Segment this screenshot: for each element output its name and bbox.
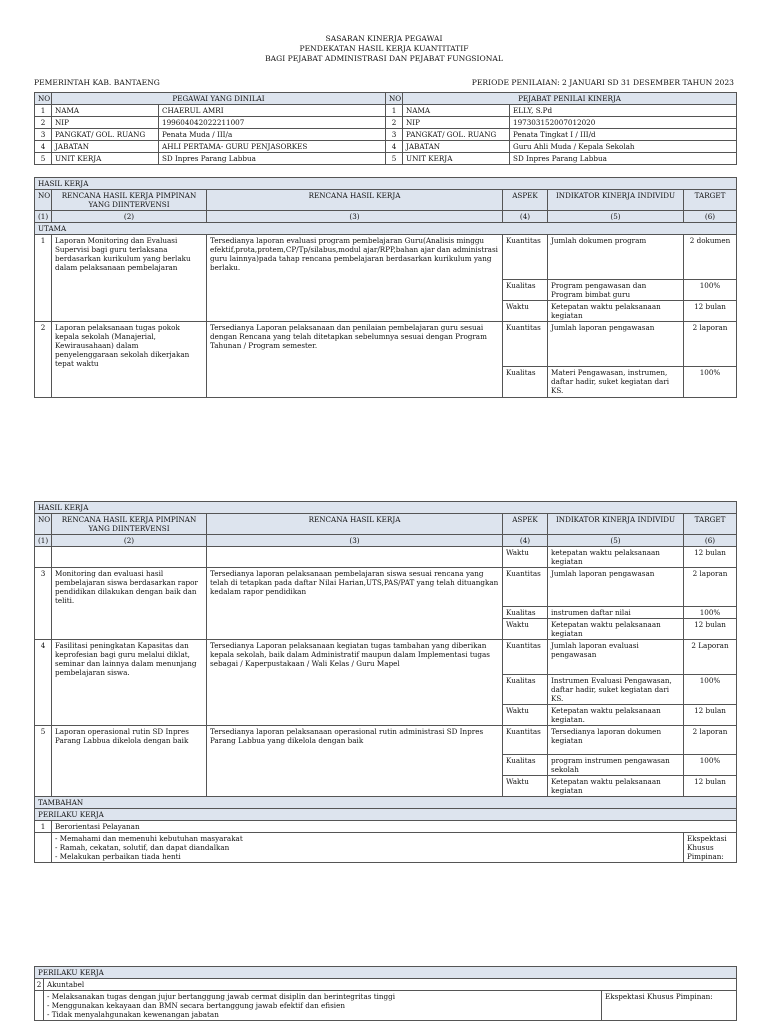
target: 12 bulan [684,301,737,322]
identity-row [35,105,737,117]
institution-label: PEMERINTAH KAB. BANTAENG [34,78,160,87]
doc-title-line-2: PENDEKATAN HASIL KERJA KUANTITATIF [299,44,469,53]
behavior-number: 2 [35,979,44,991]
aspect: Waktu [503,547,548,568]
section-title: HASIL KERJA [35,502,737,514]
behavior-header-row [35,809,737,821]
evaluated-employee-header: PEGAWAI YANG DINILAI [52,93,386,105]
field-label: PANGKAT/ GOL. RUANG [52,129,159,141]
row-number: 2 [386,117,403,129]
aspect: Waktu [503,776,548,797]
indicator: Materi Pengawasan, instrumen, daftar hadir, suket kegiatan dari KS. [548,367,684,398]
target: 2 Laporan [684,640,737,675]
row-number: 5 [386,153,403,165]
work-plan: Tersedianya Laporan pelaksanaan dan penilaian pembelajaran guru sesuai dengan Rencana yang telah ditetapkan sebelumnya sesuai dengan Program Tahunan / Program semester. [207,322,503,398]
column-number: (5) [548,535,684,547]
work-plan: Tersedianya laporan evaluasi program pembelajaran Guru(Analisis minggu efektif,prota,protem,CP/Tp/silabus,modul ajar/RPP,bahan ajar dan administrasi guru lainnya)pada tahap rencana pembelajaran berdasarkan kurikulum yang berlaku. [207,235,503,322]
column-number: (6) [684,211,737,223]
additional-section [35,797,737,809]
indicator: Jumlah dokumen program [548,235,684,280]
item-number: 2 [35,322,52,398]
period-label: PERIODE PENILAIAN: 2 JANUARI SD 31 DESEMBER TAHUN 2023 [471,78,734,87]
indicator: Jumlah laporan pengawasan [548,568,684,607]
target: 100% [684,755,737,776]
work-plan: Tersedianya laporan pelaksanaan operasional rutin administrasi SD Inpres Parang Labbua yang dikelola dengan baik [207,726,503,797]
field-value: Penata Muda / III/a [159,129,386,141]
aspect: Kualitas [503,367,548,398]
leader-plan [52,547,207,568]
work-result-row [35,547,737,568]
doc-title-line-3: BAGI PEJABAT ADMINISTRASI DAN PEJABAT FUNGSIONAL [265,54,503,63]
section-row [35,178,737,190]
target: 12 bulan [684,776,737,797]
field-value: 197303152007012020 [510,117,737,129]
column-number: (6) [684,535,737,547]
aspect: Kualitas [503,755,548,776]
behavior-name-row [35,821,737,833]
aspect: Kuantitas [503,568,548,607]
behavior-points [44,991,602,1021]
main-section-label: UTAMA [35,223,737,235]
leader-expectation: Ekspektasi Khusus Pimpinan: [602,991,737,1021]
column-header-row [35,190,737,211]
target: 100% [684,607,737,619]
aspect-header: ASPEK [503,514,548,535]
indicator: Program pengawasan dan Program bimbat guru [548,280,684,301]
aspect-header: ASPEK [503,190,548,211]
behavior-header-row [35,967,737,979]
no-header: NO [35,93,52,105]
identity-row [35,153,737,165]
field-value: CHAERUL AMRI [159,105,386,117]
column-number: (5) [548,211,684,223]
target: 12 bulan [684,705,737,726]
behavior-detail-row [35,833,737,863]
behavior-point: - Melakukan perbaikan tiada henti [55,852,181,861]
column-number: (4) [503,211,548,223]
identity-table [34,92,737,165]
work-result-row [35,640,737,675]
field-value: AHLI PERTAMA- GURU PENJASORKES [159,141,386,153]
indicator: Ketepatan waktu pelaksanaan kegiatan [548,619,684,640]
row-number: 1 [35,105,52,117]
target: 100% [684,280,737,301]
indicator: Jumlah laporan pengawasan [548,322,684,367]
leader-plan: Monitoring dan evaluasi hasil pembelajaran siswa berdasarkan rapor pendidikan dilakukan dengan baik dan teliti. [52,568,207,640]
row-number: 2 [35,117,52,129]
row-number: 5 [35,153,52,165]
section-row [35,502,737,514]
behavior-point: - Memahami dan memenuhi kebutuhan masyarakat [55,834,243,843]
column-number-row [35,211,737,223]
target: 2 laporan [684,568,737,607]
work-plan [207,547,503,568]
indicator-header: INDIKATOR KINERJA INDIVIDU [548,190,684,211]
aspect: Kualitas [503,280,548,301]
work-plan: Tersedianya Laporan pelaksanaan kegiatan tugas tambahan yang diberikan kepala sekolah, baik dalam Administratif maupun dalam Implementasi tugas sebagai / Kaperpustakaan / Wali Kelas / Guru Mapel [207,640,503,726]
aspect: Waktu [503,619,548,640]
indicator: program instrumen pengawasan sekolah [548,755,684,776]
field-value: SD Inpres Parang Labbua [159,153,386,165]
row-number: 1 [386,105,403,117]
doc-title [0,34,768,64]
indicator: Ketepatan waktu pelaksanaan kegiatan [548,776,684,797]
row-number: 3 [386,129,403,141]
field-value: Guru Ahli Muda / Kepala Sekolah [510,141,737,153]
target: 2 laporan [684,726,737,755]
target: 12 bulan [684,619,737,640]
behavior-point: - Melaksanakan tugas dengan jujur bertanggung jawab cermat disiplin dan berintegritas tinggi [47,992,396,1001]
identity-row [35,129,737,141]
row-number: 4 [35,141,52,153]
aspect: Waktu [503,705,548,726]
work-plan: Tersedianya laporan pelaksanaan pembelajaran siswa sesuai rencana yang telah di tetapkan pada daftar Nilai Harian,UTS,PAS/PAT yang telah dituangkan kedalam rapor pendidikan [207,568,503,640]
behavior-point: - Menggunakan kekayaan dan BMN secara bertanggung jawab efektif dan efisien [47,1001,345,1010]
identity-header-row [35,93,737,105]
target-header: TARGET [684,514,737,535]
behavior-point: - Ramah, cekatan, solutif, dan dapat diandalkan [55,843,230,852]
aspect: Kuantitas [503,322,548,367]
field-label: UNIT KERJA [403,153,510,165]
no-header: NO [35,514,52,535]
column-number: (3) [207,535,503,547]
column-number: (2) [52,535,207,547]
field-value: Penata Tingkat I / III/d [510,129,737,141]
column-number: (3) [207,211,503,223]
item-number [35,547,52,568]
behavior-name: Berorientasi Pelayanan [52,821,737,833]
item-number: 1 [35,235,52,322]
column-number: (4) [503,535,548,547]
work-behavior-table-2 [34,966,737,1021]
row-number: 4 [386,141,403,153]
item-number: 3 [35,568,52,640]
aspect: Kualitas [503,607,548,619]
column-header-row [35,514,737,535]
aspect: Kuantitas [503,235,548,280]
item-number: 4 [35,640,52,726]
field-label: NIP [52,117,159,129]
column-number: (1) [35,535,52,547]
field-label: JABATAN [52,141,159,153]
work-result-row [35,235,737,280]
indicator: Tersedianya laporan dokumen kegiatan [548,726,684,755]
item-number: 5 [35,726,52,797]
indicator-header: INDIKATOR KINERJA INDIVIDU [548,514,684,535]
section-title: HASIL KERJA [35,178,737,190]
column-number: (1) [35,211,52,223]
field-value: ELLY, S.Pd [510,105,737,117]
target: 100% [684,367,737,398]
work-result-row [35,322,737,367]
doc-title-line-1: SASARAN KINERJA PEGAWAI [325,34,443,43]
aspect: Kuantitas [503,726,548,755]
indicator: ketepatan waktu pelaksanaan kegiatan [548,547,684,568]
target: 12 bulan [684,547,737,568]
aspect: Waktu [503,301,548,322]
indicator: Instrumen Evaluasi Pengawasan, daftar hadir, suket kegiatan dari KS. [548,675,684,705]
indicator: Ketepatan waktu pelaksanaan kegiatan. [548,705,684,726]
column-number: (2) [52,211,207,223]
leader-plan-header: RENCANA HASIL KERJA PIMPINAN YANG DIINTERVENSI [52,190,207,211]
leader-plan-header: RENCANA HASIL KERJA PIMPINAN YANG DIINTERVENSI [52,514,207,535]
work-results-table-page-2 [34,501,737,863]
behavior-number: 1 [35,821,52,833]
leader-plan: Laporan Monitoring dan Evaluasi Supervisi bagi guru terlaksana berdasarkan kurikulum yang berlaku dalam pelaksanaan pembelajaran [52,235,207,322]
indicator: instrumen daftar nilai [548,607,684,619]
behavior-detail-row [35,991,737,1021]
field-value: SD Inpres Parang Labbua [510,153,737,165]
field-label: NIP [403,117,510,129]
work-results-table-page-1 [34,177,737,398]
field-label: NAMA [403,105,510,117]
identity-row [35,117,737,129]
behavior-header: PERILAKU KERJA [35,809,737,821]
evaluator-header: PEJABAT PENILAI KINERJA [403,93,737,105]
field-label: PANGKAT/ GOL. RUANG [403,129,510,141]
leader-expectation: Ekspektasi Khusus Pimpinan: [684,833,737,863]
target: 2 dokumen [684,235,737,280]
field-label: JABATAN [403,141,510,153]
work-plan-header: RENCANA HASIL KERJA [207,190,503,211]
leader-plan: Laporan pelaksanaan tugas pokok kepala sekolah (Manajerial, Kewirausahaan) dalam penyelenggaraan sekolah dikerjakan tepat waktu [52,322,207,398]
aspect: Kualitas [503,675,548,705]
behavior-blank [35,991,44,1021]
row-number: 3 [35,129,52,141]
indicator: Jumlah laporan evaluasi pengawasan [548,640,684,675]
identity-row [35,141,737,153]
behavior-name: Akuntabel [44,979,737,991]
target: 100% [684,675,737,705]
column-number-row [35,535,737,547]
additional-section-label: TAMBAHAN [35,797,737,809]
indicator: Ketepatan waktu pelaksanaan kegiatan [548,301,684,322]
behavior-name-row [35,979,737,991]
leader-plan: Laporan operasional rutin SD Inpres Parang Labbua dikelola dengan baik [52,726,207,797]
behavior-point: - Tidak menyalahgunakan kewenangan jabatan [47,1010,219,1019]
leader-plan: Fasilitasi peningkatan Kapasitas dan keprofesian bagi guru melalui diklat, seminar dan lainnya dalam menunjang pembelajaran siswa. [52,640,207,726]
no-header: NO [386,93,403,105]
field-label: UNIT KERJA [52,153,159,165]
behavior-points [52,833,684,863]
target: 2 laporan [684,322,737,367]
aspect: Kuantitas [503,640,548,675]
main-section [35,223,737,235]
work-result-row [35,568,737,607]
field-value: 199604042022211007 [159,117,386,129]
behavior-header: PERILAKU KERJA [35,967,737,979]
work-plan-header: RENCANA HASIL KERJA [207,514,503,535]
field-label: NAMA [52,105,159,117]
work-result-row [35,726,737,755]
target-header: TARGET [684,190,737,211]
behavior-blank [35,833,52,863]
no-header: NO [35,190,52,211]
